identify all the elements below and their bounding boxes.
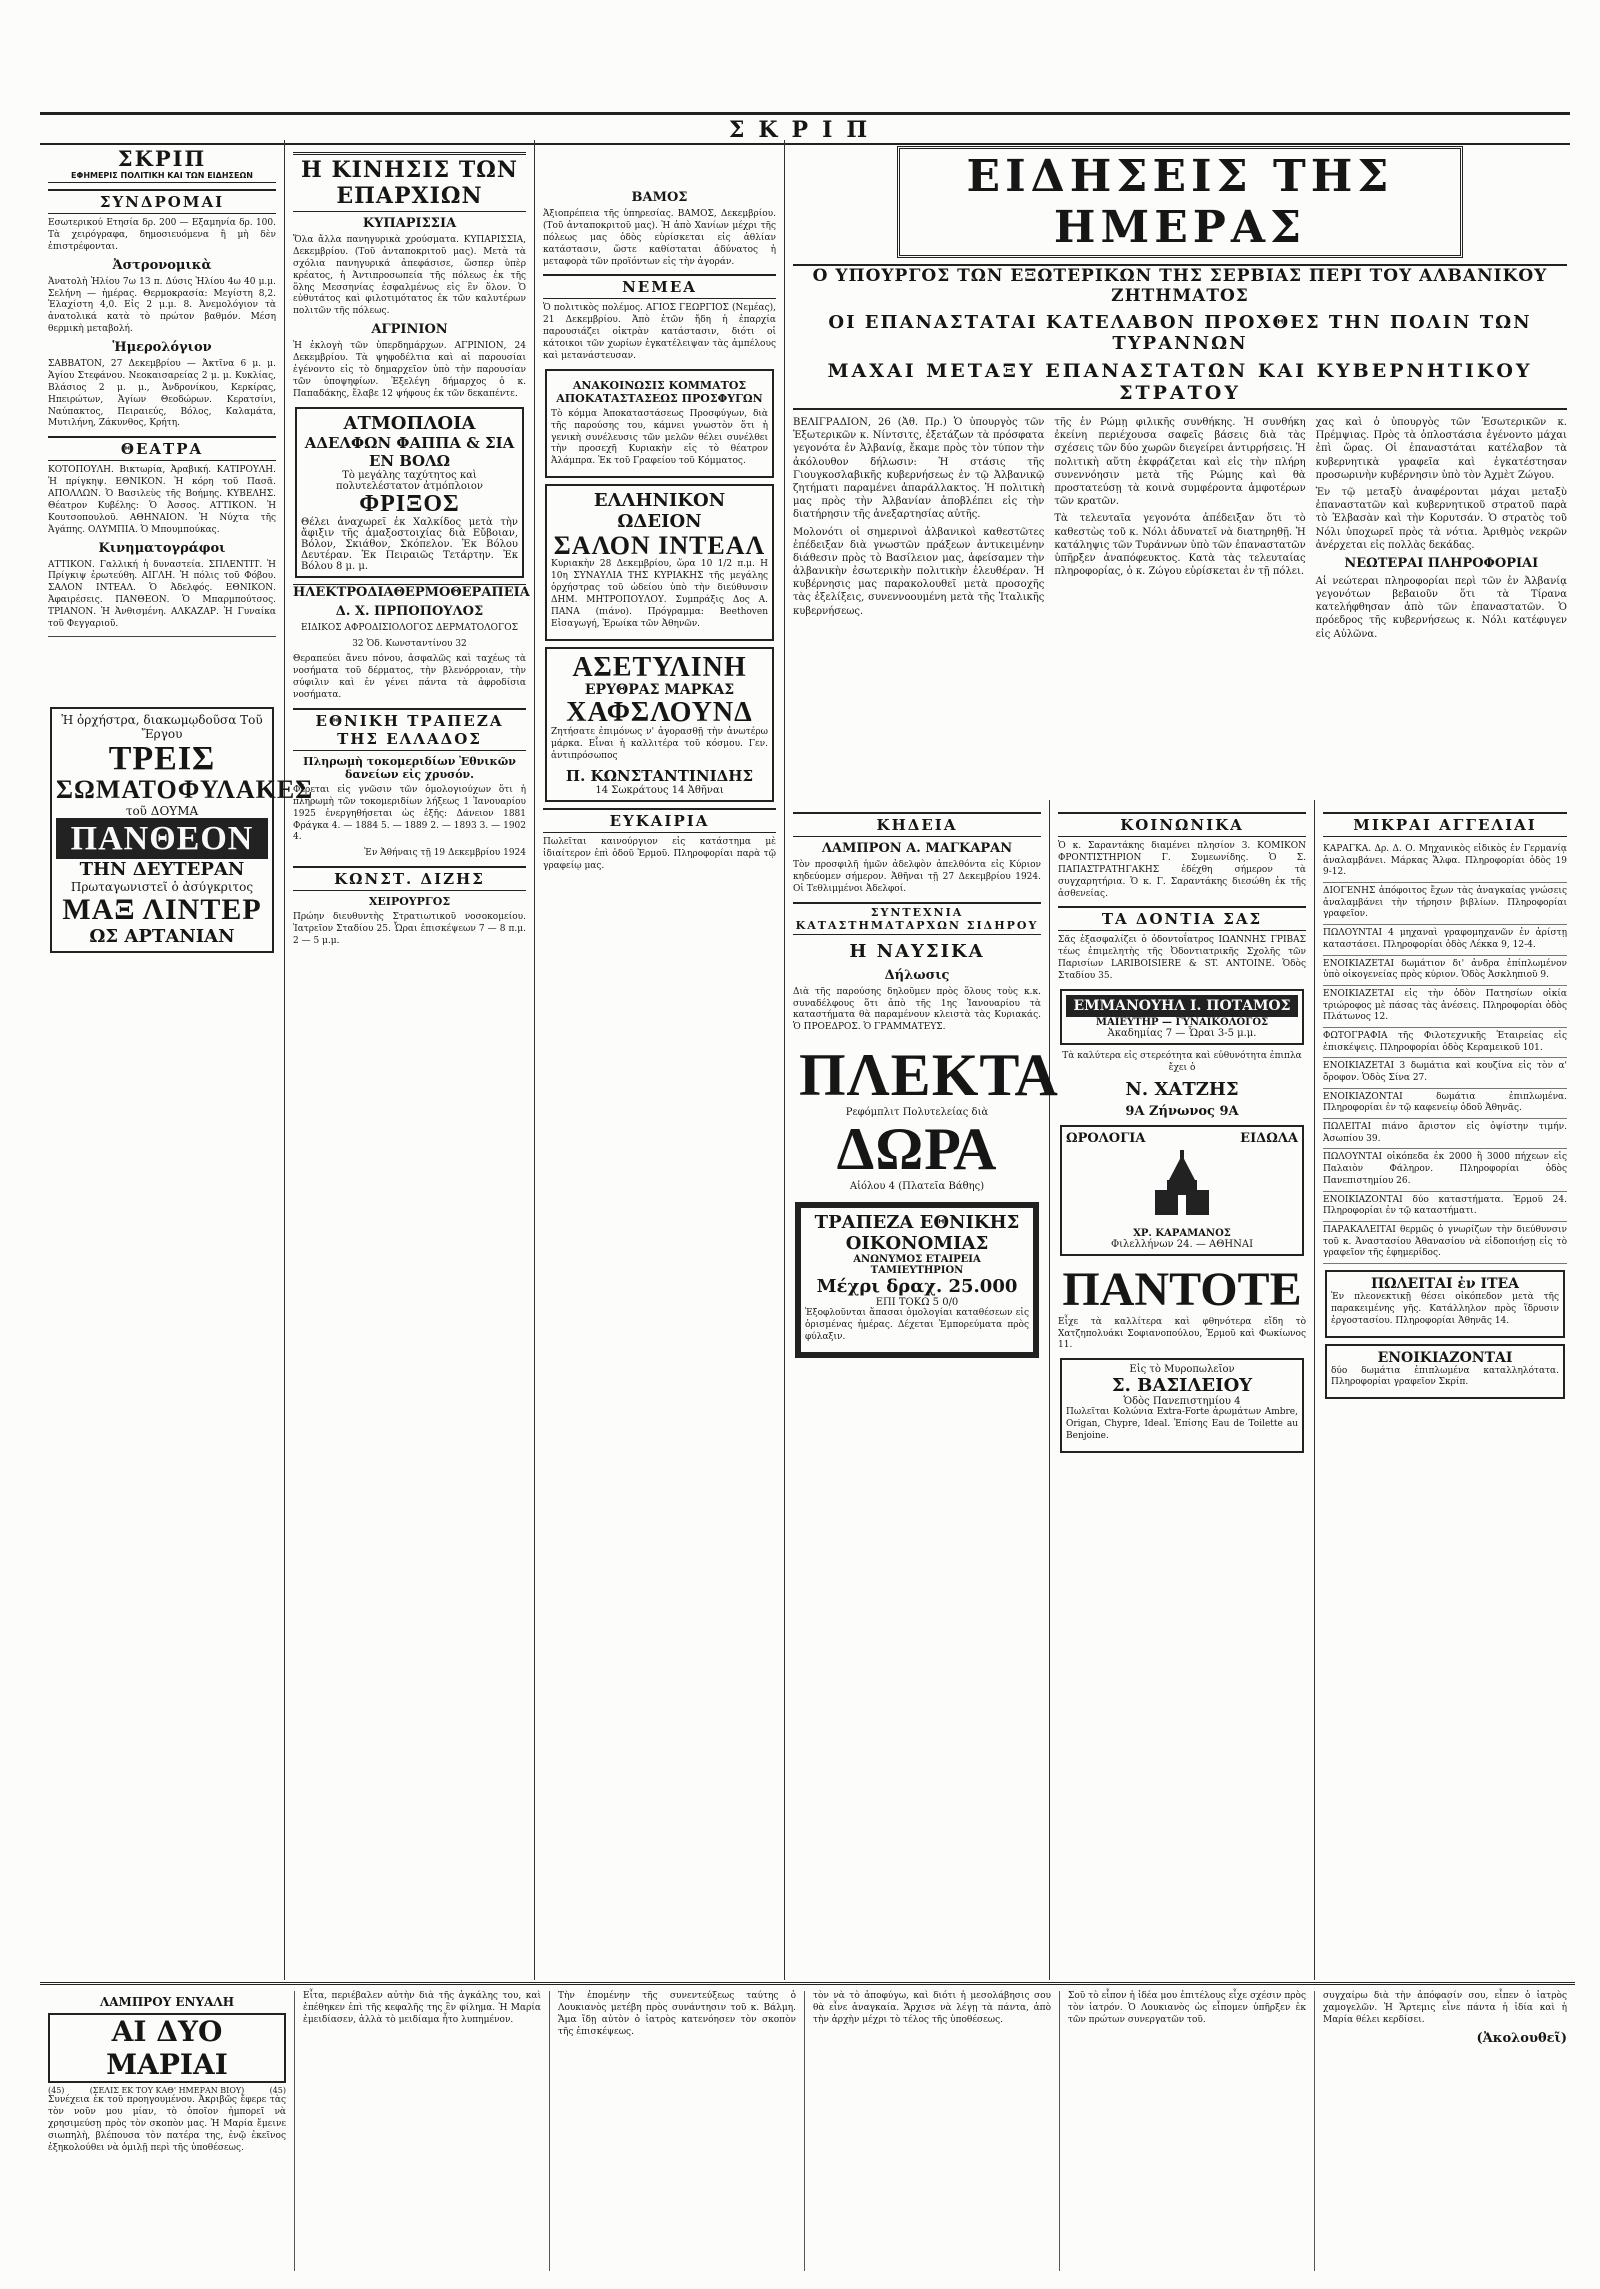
church-icon: [1147, 1150, 1217, 1220]
headline-rebels: ΟΙ ΕΠΑΝΑΣΤΑΤΑΙ ΚΑΤΕΛΑΒΟΝ ΠΡΟΧΘΕΣ ΤΗΝ ΠΟΛΙΝ ΤΩΝ ΤΥΡΑΝΝΩΝ: [828, 312, 1532, 354]
news-paragraph: Μολονότι οἱ σημερινοὶ ἀλβανικοὶ καθεστῶτες ἐπέδειξαν διὰ γνωστῶν πράξεων ἀντικειμένην διάθεσιν πρὸς τὸ Βασίλειον μας, ἀφείσαμεν τὴν ἀλβανικὴν ἐσωτερικὴν πολιτικὴν ἐλευθέραν. Ἡ κυβέρνησις μας παρακολουθεῖ μετὰ προσοχῆς τὰς ἐξελίξεις, συνεννοουμένη μετὰ τῆς Ἰταλικῆς κυβερνήσεως.: [793, 526, 1045, 617]
classified-item: ΕΝΟΙΚΙΑΖΟΝΤΑΙ δύο καταστήματα. Ἑρμοῦ 24. Πληροφορίαι ἐν τῷ καταστήματι.: [1323, 1192, 1567, 1222]
association-subheading: Δήλωσις: [884, 967, 950, 983]
cinema-text: ΑΤΤΙΚΟΝ. Γαλλική ἡ δυναστεία. ΣΠΛΕΝΤΙΤ. Ἡ Πρίγκιψ ἐρωτεύθη. ΑΙΓΛΗ. Ἡ πόλις τοῦ Φόβου. ΣΑΛΟΝ ΙΝΤΕΑΛ. Ὁ Ἀδελφός. ΕΘΝΙΚΟΝ. Ἀφαιρέσεις. ΠΑΝΘΕΟΝ. Ὁ Μπαρμπούτσος. ΤΡΙΑΝΟΝ. Ἡ Ἀνθισμένη. ΑΛΚΑΖΑΡ. Ἡ Γυναίκα τοῦ Φεγγαριοῦ.: [48, 559, 276, 629]
steamship-heading: ΑΤΜΟΠΛΟΙΑ: [343, 412, 476, 434]
conservatory-name: ΕΛΛΗΝΙΚΟΝ ΩΔΕΙΟΝ: [593, 490, 726, 533]
icons-address: Φιλελλήνων 24. — ΑΘΗΝΑΙ: [1110, 1238, 1254, 1250]
serial-paragraph: Συνέχεια ἐκ τοῦ προηγουμένου. Ἀκριβῶς ἔφερε τὰς τὸν νοῦν μου μίαν, τὸ ὁποῖον ἠμπορεῖ νὰ χρησιμεύσῃ πρὸς τὸν σκοπὸν μας. Ἡ Μαρία ἔμεινε σιωπηλὴ, βλέπουσα τὸν πατέρα της, ἐνῷ ἐκεῖνος ἐξηκολούθει νὰ ὁμιλῇ περὶ τῆς ὑποθέσεως.: [48, 2095, 286, 2153]
acetylene-advert: [545, 647, 774, 802]
classified-item: ΦΩΤΟΓΡΑΦΙΑ τῆς Φιλοτεχνικῆς Ἑταιρείας εἰς ἐπισκέψεις. Πληροφορίαι ὁδὸς Κεραμεικοῦ 101.: [1323, 1028, 1567, 1058]
knitwear-advert: [795, 1040, 1059, 1196]
social-heading: ΚΟΙΝΩΝΙΚΑ: [1058, 812, 1306, 837]
gynecologist-advert: [1060, 989, 1304, 1045]
bank-text: Φέρεται εἰς γνῶσιν τῶν ὁμολογιούχων ὅτι ἡ πληρωμὴ τῶν τοκομεριδίων λήξεως 1 Ἰανουαρίου 1925 ἐνεργηθήσεται ὡς ἑξῆς: Δάνειον 1881 Φράγκα 4. — 1884 5. — 1889 2. — 1893 3. — 1902 4.: [293, 784, 526, 843]
icons-headings: [1066, 1131, 1298, 1146]
place-heading-nemea: ΝΕΜΕΑ: [543, 274, 776, 299]
rooms-advert: [1325, 1344, 1565, 1400]
gynecologist-address: Ἀκαδημίας 7 — Ὧραι 3-5 μ.μ.: [1107, 1027, 1257, 1039]
bank-subheading: Πληρωμὴ τοκομεριδίων Ἐθνικῶν δανείων εἰς χρυσόν.: [303, 754, 516, 781]
icons-heading-left: ΩΡΟΛΟΓΙΑ: [1066, 1130, 1146, 1146]
gynecologist-title: ΜΑΙΕΥΤΗΡ — ΓΥΝΑΙΚΟΛΟΓΟΣ: [1095, 1016, 1269, 1028]
provinces-heading: Η ΚΙΝΗΣΙΣ ΤΩΝ ΕΠΑΡΧΙΩΝ: [293, 152, 526, 212]
news-paragraph: Ἐν τῷ μεταξὺ ἀναφέρονται μάχαι μεταξὺ ἐπαναστατῶν καὶ κυβερνητικοῦ στρατοῦ παρὰ τὸ Ἐλβασὰν καὶ τὴν Κορυτσάν. Ὁ στρατὸς τοῦ Νόλι ὑποχωρεῖ πρὸς τὰ νότια. Ἀριθμὸς νεκρῶν ἀνέρχεται εἰς πολλὰς δεκάδας.: [1315, 486, 1567, 551]
knitwear-heading: ΠΛΕΚΤΑ: [799, 1042, 1059, 1109]
itea-text: Ἐν πλεονεκτικῇ θέσει οἰκόπεδον μετὰ τῆς παρακειμένης γῆς. Κατάλληλον πρὸς ἵδρυσιν ἐργοστασίου. Πληροφορίαι Ἀθηνᾶς 14.: [1331, 1291, 1559, 1326]
always-text: Εἶχε τὰ καλλίτερα καὶ φθηνότερα εἴδη τὸ Χατζηπολυάκι Σοφιανοπούλου, Ἑρμοῦ καὶ Φωκίωνος 11.: [1058, 1316, 1306, 1351]
newspaper-logo: ΣΚΡΙΠ: [117, 146, 207, 171]
savings-bank-name: ΤΡΑΠΕΖΑ ΕΘΝΙΚΗΣ ΟΙΚΟΝΟΜΙΑΣ: [814, 1212, 1020, 1255]
subscriptions-heading: ΣΥΝΔΡΟΜΑΙ: [48, 189, 276, 214]
party-heading: ΑΝΑΚΟΙΝΩΣΙΣ ΚΟΜΜΑΤΟΣ ΑΠΟΚΑΤΑΣΤΑΣΕΩΣ ΠΡΟΣΦΥΓΩΝ: [556, 378, 763, 405]
icons-heading-right: ΕΙΔΩΛΑ: [1240, 1130, 1298, 1146]
furniture-shop-address: 9Α Ζήνωνος 9Α: [1125, 1103, 1239, 1119]
column-classifieds: [1315, 800, 1575, 1980]
perfumery-text: Πωλεῖται Κολώνια Extra-Forte ἀρωμάτων Ambre, Origan, Chypre, Ideal. Ἐπίσης Eau de Toilette au Benjoine.: [1066, 1407, 1298, 1441]
place-heading-kyparissia: ΚΥΠΑΡΙΣΣΙΑ: [362, 216, 457, 231]
acetylene-brand: ΧΑΦΣΛΟΥΝΔ: [566, 697, 753, 729]
place-heading-vamos: ΒΑΜΟΣ: [631, 190, 688, 205]
classified-item: ΠΩΛΟΥΝΤΑΙ 4 μηχαναὶ γραφομηχανῶν ἐν ἀρίστῃ καταστάσει. Πληροφορίαι ὁδὸς Λέκκα 9, 12-4.: [1323, 925, 1567, 955]
perfumery-address: Ὁδὸς Πανεπιστημίου 4: [1123, 1396, 1241, 1408]
news-paragraph: Τὰ τελευταῖα γεγονότα ἀπέδειξαν ὅτι τὸ καθεστὼς τοῦ κ. Νόλι ἀδυνατεῖ νὰ διατηρηθῇ. Ἡ κατάληψις τῶν Τυράννων ὑπὸ τῶν ἐπαναστατῶν ὑπῆρξεν ἀναπόφευκτος. Κατὰ τὰς τελευταίας πληροφορίας, ὁ κ. Ζώγου εὑρίσκεται ἐν τῇ πόλει.: [1054, 513, 1306, 578]
icons-advert: [1060, 1125, 1304, 1256]
classified-item: ΕΝΟΙΚΙΑΖΕΤΑΙ δωμάτιον δι' ἀνδρα ἐπίπλωμένον ὑπὸ οἰκογενείας πρὸς κύριον. Ὁδὸς Ἀσκληπιοῦ 9.: [1323, 956, 1567, 986]
news-columns: [793, 416, 1567, 645]
spacer: [543, 146, 776, 186]
serial-column-1: [40, 1991, 295, 2271]
news-section: [785, 140, 1575, 800]
news-paragraph: τῆς ἐν Ρώμῃ φιλικῆς συνθήκης. Ἡ συνθήκη ἐκείνη περιέχουσα σαφεῖς βάσεις διὰ τὰς σχέσεις τῶν δύο χωρῶν διεγείρει ἀντιρρήσεις. Ἡ πολιτικὴ αὕτη ἐκφράζεται καὶ εἰς τὴν πλήρη συνεννόησιν μετὰ τῆς Ρώμης καὶ θὰ προστατεύσῃ τὰ κοινὰ συμφέροντα ἀμφοτέρων τῶν κρατῶν.: [1054, 417, 1306, 508]
headline-serbia: Ο ΥΠΟΥΡΓΟΣ ΤΩΝ ΕΞΩΤΕΡΙΚΩΝ ΤΗΣ ΣΕΡΒΙΑΣ ΠΕΡΙ ΤΟΥ ΑΛΒΑΝΙΚΟΥ ΖΗΤΗΜΑΤΟΣ: [793, 264, 1567, 306]
nemea-text: Ὁ πολιτικὸς πολέμος. ΑΓΙΟΣ ΓΕΩΡΓΙΟΣ (Νεμέας), 21 Δεκεμβρίου. Ἀπὸ ἐτῶν ἤδη ἡ ἐπαρχία παρουσιάζει οἰκτρὰν κατάστασιν, διότι οἱ κάτοικοι τῶν χωρίων ἐγκατέλειψαν τὰς ἀμπέλους καὶ μετανάστευσαν.: [543, 303, 776, 361]
movie-advert: [50, 707, 314, 953]
surgeon-text: Πρώην διευθυντὴς Στρατιωτικοῦ νοσοκομείου. Ἰατρεῖον Σταδίου 25. Ὧραι ἐπισκέψεων 7 — 8 π.μ. 2 — 5 μ.μ.: [293, 912, 526, 946]
news-paragraph: Αἱ νεώτεραι πληροφορίαι περὶ τῶν ἐν Ἀλβανίᾳ γεγονότων βεβαιοῦν ὅτι τὰ Τίρανα κατελήφθησαν ἀπὸ τῶν ἐπαναστατῶν. Ὁ πρόεδρος τῆς κυβερνήσεως κ. Νόλι κατέφυγεν εἰς Αὐλῶνα.: [1315, 575, 1567, 640]
classified-item: ΠΩΛΟΥΝΤΑΙ οἰκόπεδα ἐκ 2000 ἢ 3000 πήχεων εἰς Παλαιὸν Φάληρον. Πληροφορίαι ὁδὸς Πανεπιστημίου 26.: [1323, 1149, 1567, 1191]
cinema-name: ΠΑΝΘΕΟΝ: [56, 818, 268, 860]
movie-star-name: ΜΑΞ ΛΙΝΤΕΡ: [62, 893, 262, 927]
masthead-title: ΣΚΡΙΠ: [728, 117, 882, 143]
column-logo: [40, 140, 314, 1980]
astro-heading: Ἀστρονομικὰ: [112, 257, 212, 273]
icons-dealer: ΧΡ. ΚΑΡΑΜΑΝΟΣ: [1133, 1227, 1231, 1239]
acetylene-heading: ΑΣΕΤΥΛΙΝΗ: [572, 651, 747, 683]
savings-bank-cap: Μέχρι δραχ. 25.000: [816, 1276, 1018, 1298]
astro-text: Ἀνατολὴ Ἡλίου 7ω 13 π. Δύσις Ἡλίου 4ω 40 μ.μ. Σελήνη — ἡμέρας. Θερμοκρασία: Μεγίστη 8,2. Ἐλαχίστη 4,0. Εἰς 2 μ.μ. 8. Ἀνεμολόγιον τὰ ἀνατολικά κατὰ τὸ πρώτον βαθμόν. Μέση θερμικὴ μεταβολή.: [48, 276, 276, 335]
classified-item: ΚΑΡΑΓΚΑ. Δρ. Δ. Ο. Μηχανικὸς εἰδικὸς ἐν Γερμανίᾳ ἀναλαμβάνει. Μάρκας Ἄλφα. Πληροφορίαι ὁδὸς 19 9-12.: [1323, 841, 1567, 883]
kyparissia-text: Ὅλα ἄλλα πανηγυρικὰ χρούσματα. ΚΥΠΑΡΙΣΣΙΑ, Δεκεμβρίου. (Τοῦ ἀνταποκριτοῦ μας). Μετὰ τὰ σχόλια πανηγυρικά ἀπεφάσισε, ὥσπερ ὑπὲρ κρέατος, ἡ Ἀντιπροσωπεία τῆς πόλεως ἐκ τῆς ὅλης Μεσσηνίας ἐσφαλμένως εἰς ἓν ὅλον. Ὁ εὐθυτάτος καὶ φιλοτιμότατος ἐκ τῶν καλυτέρων πολιτῶν τῆς πόλεως.: [293, 235, 526, 317]
steamship-city: ΕΝ ΒΟΛΩ: [368, 451, 451, 470]
place-heading-agrinion: ΑΓΡΙΝΙΟΝ: [371, 322, 448, 338]
serial-subtitle: (ΣΕΛΙΣ ΕΚ ΤΟΥ ΚΑΘ' ΗΜΕΡΑΝ ΒΙΟΥ): [89, 2086, 245, 2095]
acetylene-brand-label: ΕΡΥΘΡΑΣ ΜΑΡΚΑΣ: [584, 682, 735, 699]
itea-heading: ΠΩΛΕΙΤΑΙ ἐν ΙΤΕΑ: [1370, 1275, 1520, 1292]
steamship-schedule: Θέλει ἀναχωρεῖ ἐκ Χαλκίδος μετὰ τὴν ἄφιξιν τῆς ἀμαξοστοιχίας διὰ Εὔβοιαν, Βόλον, Σκιάθον, Σκόπελον. Ἐκ Βόλου Δευτέραν. Ἐκ Πειραιῶς Τετάρτην. Ἐκ Βόλου 8 μ. μ.: [301, 516, 518, 572]
classified-item: ΠΑΡΑΚΑΛΕΙΤΑΙ θερμῶς ὁ γνωρίζων τὴν διεύθυνσιν τοῦ κ. Ἀναστασίου Ἀθανασίου νὰ εἰδοποιήσῃ εἰς τὸ γραφεῖον τῆς ἐφημερίδος.: [1323, 1222, 1567, 1264]
therapy-address: 32 Ὁδ. Κωνσταντίνου 32: [352, 638, 467, 649]
itea-advert: [1325, 1270, 1565, 1338]
savings-bank-rate: ΕΠΙ ΤΟΚΩ 5 0/0: [875, 1297, 959, 1309]
serial-column-5: [1060, 1991, 1315, 2271]
surgeon-title: ΧΕΙΡΟΥΡΓΟΣ: [368, 895, 451, 909]
calendar-text: ΣΑΒΒΑΤΟΝ, 27 Δεκεμβρίου — Ἀκτῖνα 6 μ. μ. Ἁγίου Στεφάνου. Νεοκαισαρείας 2 μ. μ. Κυκλίας, Βλάσιος 2 μ. μ., Ἀνδρονίκου, Κερκίρας, Ηπειρώτων, Ἁγίων Θεοδώρων. Κερατσίνι, Ναύπακτος, Πειραιεύς, Βόλος, Καλαμάτα, Μυτιλήνη, Ζάκυνθος, Κρήτη.: [48, 359, 276, 429]
classified-item: ΔΙΟΓΕΝΗΣ ἀπόφοιτος ἔχων τὰς ἀναγκαίας γνώσεις ἀναλαμβάνει τὴν τήρησιν βιβλίων. Πληροφορίαι γραφεῖον.: [1323, 883, 1567, 925]
party-announcement: [545, 369, 774, 478]
news-column-3: [1316, 416, 1567, 645]
serial-number: (45): [269, 2086, 286, 2095]
association-text: Διὰ τῆς παρούσης δηλοῦμεν πρὸς ὅλους τοὺς κ.κ. συναδέλφους ὅτι ἀπὸ τῆς 1ης Ἰανουαρίου τὰ καταστήματα θὰ παραμένουν κλειστὰ τὰς Κυριακάς. Ὁ ΠΡΟΕΔΡΟΣ. Ὁ ΓΡΑΜΜΑΤΕΥΣ.: [793, 986, 1041, 1033]
classified-item: ΕΝΟΙΚΙΑΖΟΝΤΑΙ δωμάτια ἐπιπλωμένα. Πληροφορίαι ἐν τῷ καφενείῳ ὁδοῦ Ἀθηνᾶς.: [1323, 1089, 1567, 1119]
acetylene-text: Ζητήσατε ἐπιμόνως ν' ἀγορασθῇ τὴν ἀνωτέρω μάρκα. Εἶναι ἡ καλλιτέρα τοῦ κόσμου. Γεν. ἀντιπρόσωπος: [551, 727, 768, 762]
savings-bank-advert: [795, 1202, 1039, 1358]
news-column-1: [793, 416, 1044, 645]
therapy-doctor: Δ. Χ. ΠΡΠΟΠΟΥΛΟΣ: [335, 603, 484, 619]
serial-paragraph: συγχαίρω διὰ τὴν ἀπόφασίν σου, εἶπεν ὁ ἰατρὸς χαμογελῶν. Ἡ Ἄρτεμις εἶνε πάντα ἡ ἰδία καὶ ἡ Μαρία θέλει κερδίσει.: [1323, 1991, 1567, 2025]
serial-paragraph: Σοῦ τὸ εἶπον ἡ ἰδέα μου ἐπιτέλους εἶχε σχέσιν πρὸς τὸν ἰατρόν. Ὁ Λουκιανὸς ὡς εἶπομεν ὑπῆρξεν ἐκ τῶν πρώτων συνεργατῶν τοῦ.: [1068, 1991, 1306, 2025]
knitwear-gifts: ΔΩΡΑ: [836, 1116, 998, 1183]
steamship-text: Τὸ μεγάλης ταχύτητος καὶ πολυτελέστατον ἀτμόπλοιον: [336, 469, 483, 492]
bank-heading: ΕΘΝΙΚΗ ΤΡΑΠΕΖΑ ΤΗΣ ΕΛΛΑΔΟΣ: [293, 708, 526, 751]
serial-column-3: [550, 1991, 805, 2271]
calendar-heading: Ἡμερολόγιον: [112, 340, 212, 355]
divider: [48, 636, 276, 637]
news-column-2: [1054, 416, 1305, 645]
serial-author: ΛΑΜΠΡΟΥ ΕΝΥΑΛΗ: [99, 1995, 235, 2009]
perfumery-name: Σ. ΒΑΣΙΛΕΙΟΥ: [1111, 1375, 1253, 1397]
serial-paragraph: Εἶτα, περιέβαλεν αὐτὴν διὰ τῆς ἀγκάλης του, καὶ ἐπέθηκεν ἐπὶ τῆς κεφαλῆς της ἓν φίλημα. Ἡ Μαρία ἐμειδίασεν, ἀλλὰ τὸ μειδίαμα ἦτο λυπημένον.: [303, 1991, 541, 2025]
always-heading: ΠΑΝΤΟΤΕ: [1062, 1262, 1302, 1316]
serial-paragraph: τὸν νὰ τὸ ἀποφύγω, καὶ διότι ἡ μεσολάβησις σου θὰ εἶνε ἀναγκαία. Ἄρχισε νὰ λέγῃ τὰ πάντα, ἀπὸ τὴν ἀρχὴν μέχρι τὸ τέλος τῆς ὑποθέσεως.: [813, 1991, 1051, 2025]
movie-title-line1: ΤΡΕΙΣ: [108, 739, 216, 777]
headline-battles: ΜΑΧΑΙ ΜΕΤΑΞΥ ΕΠΑΝΑΣΤΑΤΩΝ ΚΑΙ ΚΥΒΕΡΝΗΤΙΚΟΥ ΣΤΡΑΤΟΥ: [793, 360, 1567, 410]
concert-hall: ΣΑΛΟΝ ΙΝΤΕΑΛ: [553, 531, 766, 561]
serial-column-4: [805, 1991, 1060, 2271]
news-title: ΕΙΔΗΣΕΙΣ ΤΗΣ ΗΜΕΡΑΣ: [897, 146, 1463, 258]
party-text: Τὸ κόμμα Ἀποκαταστάσεως Προσφύγων, διὰ τῆς παρούσης του, κάμνει γνωστὸν ὅτι ἡ γενικὴ συνέλευσις τῶν μελῶν θέλει συνέλθει τὴν προσεχῆ Κυριακὴν εἰς τὸ θέατρον Ἀλάμπρα. Ἐκ τοῦ Γραφείου τοῦ Κόμματος.: [551, 408, 768, 467]
rooms-heading: ΕΝΟΙΚΙΑΖΟΝΤΑΙ: [1377, 1349, 1513, 1366]
serial-column-2: [295, 1991, 550, 2271]
classified-item: ΠΩΛΕΙΤΑΙ πιάνο ἄριστον εἰς ὀψίστην τιμήν. Ἀσωπίου 39.: [1323, 1119, 1567, 1149]
bargain-heading: ΕΥΚΑΙΡΙΑ: [543, 808, 776, 833]
newspaper-tagline: ΕΦΗΜΕΡΙΣ ΠΟΛΙΤΙΚΗ ΚΑΙ ΤΩΝ ΕΙΔΗΣΕΩΝ: [48, 171, 276, 183]
bank-date: Ἐν Ἀθήναις τῇ 19 Δεκεμβρίου 1924: [364, 848, 526, 859]
acetylene-address: 14 Σωκράτους 14 Ἀθῆναι: [595, 785, 724, 797]
news-paragraph: χας καὶ ὁ ὑπουργὸς τῶν Ἐσωτερικῶν κ. Πρέμψιας. Πρὸς τὰ ὁπλοστάσια ἐγένοντο μάχαι ἐπὶ ὥρας. Οἱ ἐπαναστάται κατέλαβον τὰ κυβερνητικὰ γραφεῖα καὶ ἐγκατέστησαν προσωρινὴν κυβέρνησιν ὑπὸ τὸν Ἀχμὲτ Ζώγου.: [1315, 417, 1567, 481]
steamship-company: ΑΔΕΛΦΩΝ ΦΑΠΠΑ & ΣΙΑ: [304, 433, 515, 452]
therapy-text: Θεραπεύει ἄνευ πόνου, ἀσφαλῶς καὶ ταχέως τὰ νοσήματα τοῦ δέρματος, τὴν βλενόρροιαν, τὴν σύφιλιν καὶ ἐν γένει πάντα τὰ ἀφροδίσια νοσήματα.: [293, 654, 526, 701]
classified-item: ΕΝΟΙΚΙΑΖΕΤΑΙ εἰς τὴν ὁδὸν Πατησίων οἰκία τριώροφος μὲ πάσας τὰς ἀνέσεις. Πληροφορίαι ὁδὸς Πλάτωνος 12.: [1323, 986, 1567, 1028]
perfumery-intro: Εἰς τὸ Μυροπωλεῖον: [1129, 1364, 1235, 1376]
concert-text: Κυριακὴν 28 Δεκεμβρίου, ὥρα 10 1/2 π.μ. Η 10η ΣΥΝΑΥΛΙΑ ΤΗΣ ΚΥΡΙΑΚΗΣ τῆς μεγάλης ὀρχήστρας τοῦ ὠδείου ὑπὸ τὴν διεύθυνσιν ΔΗΜ. ΜΗΤΡΟΠΟΥΛΟΥ. Συμπράξις Δος Α. ΠΑΝΑ (πιάνο). Πρόγραμμα: Beethoven Εἰσαγωγή, Ἐρωίκα τῶν Ἀθηνῶν.: [551, 559, 768, 629]
serial-number: (45): [48, 2086, 65, 2095]
social-text: Ὁ κ. Σαραντάκης διαμένει πλησίον 3. ΚΟΜΙΚΟΝ ΦΡΟΝΤΙΣΤΗΡΙΟΝ Γ. Συμεωνίδης. Ὁ Σ. ΠΑΠΑΣΤΡΑΤΗΓΑΚΗΣ ἐδέχθη σήμερον τὰ συγχαρητήρια. Ὁ κ. Γ. Σαραντάκης διεσώθη ἐκ τῆς ἀσθενείας.: [1058, 841, 1306, 899]
theatre-text: ΚΟΤΟΠΟΥΛΗ. Βικτωρία, Ἀραβική. ΚΑΤΙΡΟΥΛΗ. Ἡ πρίγκηψ. ΕΘΝΙΚΟΝ. Ἡ κόρη τοῦ Πασᾶ. ΑΠΟΛΛΩΝ. Ὁ Βασιλεὺς τῆς Βοήμης. ΚΥΒΕΛΗΣ. Θέατρον Κυβέλης: Ὁ Ἀσσος. ΑΤΤΙΚΟΝ. Ἡ Κουτσοπουλοῦ. ΑΘΗΝΑΙΟΝ. Ἡ Νύχτα τῆς Ἀγάπης. ΟΛΥΜΠΙΑ. Ὁ Μπουμπούκας.: [48, 465, 276, 535]
movie-title-line2: ΣΩΜΑΤΟΦΥΛΑΚΕΣ: [56, 775, 314, 805]
savings-bank-text: Ἐξοφλοῦνται ἅπασαι ὁμολογίαι καταθέσεων εἰς ὁρισμένας ἡμέρας. Δέχεται Ἐμπορεύματα πρὸς φύλαξιν.: [805, 1308, 1029, 1342]
steamship-name: ΦΡΙΞΟΣ: [359, 490, 460, 517]
vamos-text: Ἀξιοπρέπεια τῆς ὑπηρεσίας. ΒΑΜΟΣ, Δεκεμβρίου. (Τοῦ ἀνταποκριτοῦ μας). Ἡ ἀπὸ Χανίων μέχρι τῆς πόλεως μας ὁδὸς εὑρίσκεται εἰς ἀθλίαν κατάστασιν, ὥστε καθίσταται ἀδύνατος ἡ μεταφορὰ τῶν προϊόντων εἰς τὴν ἀγοράν.: [543, 209, 776, 267]
therapy-heading: ΗΛΕΚΤΡΟΔΙΑΘΕΡΜΟΘΕΡΑΠΕΙΑ: [293, 584, 530, 600]
savings-bank-department: ΤΑΜΙΕΥΤΗΡΙΟΝ: [870, 1265, 964, 1277]
serial-title: ΑΙ ΔΥΟ ΜΑΡΙΑΙ: [48, 2013, 286, 2083]
dentist-text: Σᾶς ἐξασφαλίζει ὁ ὀδοντοΐατρος ΙΩΑΝΝΗΣ ΓΡΙΒΑΣ τέως ἐπιμελητὴς τῆς Ὀδοντιατρικῆς Σχολῆς τῶν Παρισίων LARIBOISIERE & ST. ANTOINE. Ὁδὸς Σταδίου 35.: [1058, 935, 1306, 981]
furniture-shop-name: Ν. ΧΑΤΖΗΣ: [1125, 1078, 1239, 1100]
movie-advert-intro: Ἡ ὀρχήστρα, διακωμῳδοῦσα Τοῦ Ἔργου: [61, 712, 263, 741]
gynecologist-name: ΕΜΜΑΝΟΥΗΛ Ι. ΠΟΤΑΜΟΣ: [1066, 995, 1298, 1017]
bargain-text: Πωλεῖται καινούργιον εἰς κατάστημα μὲ ἰδιαίτερον ἐπὶ ὁδοῦ Ἑρμοῦ. Πληροφορίαι παρὰ τῷ γραφείῳ μας.: [543, 837, 776, 871]
surgeon-heading: ΚΩΝΣΤ. ΔΙΖΗΣ: [293, 866, 526, 891]
movie-author: τοῦ ΔΟΥΜΑ: [125, 803, 199, 818]
agrinion-text: Ἡ ἐκλογὴ τῶν ὑπερδημάρχων. ΑΓΡΙΝΙΟΝ, 24 Δεκεμβρίου. Τὰ ψηφοδέλτια καὶ αἱ παρουσίαι ἐγένοντο εἰς τὸ δημαρχεῖον ὑπὸ τὴν παρουσίαν τῶν ὑποψηφίων. Ἐξελέγη δήμαρχος ὁ κ. Παπαδάκης, ἔλαβε 12 ψήφους ἐκ τῶν δεκαπέντε.: [293, 341, 526, 399]
news-paragraph: ΒΕΛΙΓΡΑΔΙΟΝ, 26 (Ἀθ. Πρ.) Ὁ ὑπουργὸς τῶν Ἐξωτερικῶν κ. Νίντσιτς, ἐξετάζων τὰ πρόσφατα γεγονότα ἐν Ἀλβανίᾳ, ἔκαμε πρὸς τὸν τύπον τὴν ἀκόλουθον δήλωσιν: Ἡ στάσις τῆς Γιουγκοσλαβικῆς κυβερνήσεως ἐν τῷ Ἀλβανικῷ ζητήματι παραμένει ἀπαράλλακτος. Ἡ πολιτικὴ μας πρὸς τὴν Ἀλβανίαν ἀποβλέπει εἰς τὴν διατήρησιν τῆς ἀνεξαρτησίας αὐτῆς.: [793, 417, 1045, 521]
serial-column-6: [1315, 1991, 1575, 2271]
classifieds-heading: ΜΙΚΡΑΙ ΑΓΓΕΛΙΑΙ: [1323, 812, 1567, 837]
savings-bank-type: ΑΝΩΝΥΜΟΣ ΕΤΑΙΡΕΙΑ: [853, 1254, 981, 1266]
movie-starring: Πρωταγωνιστεῖ ὁ ἀσύγκριτος: [70, 880, 254, 895]
association-heading: ΣΥΝΤΕΧΝΙΑ ΚΑΤΑΣΤΗΜΑΤΑΡΧΩΝ ΣΙΔΗΡΟΥ: [793, 902, 1041, 935]
serial-subtitle-row: [48, 2086, 286, 2095]
furniture-text: Τὰ καλύτερα εἰς στερεότητα καὶ εὐθυνότητα ἐπιπλα ἔχει ὁ: [1062, 1050, 1302, 1073]
movie-role: ΩΣ ΑΡΤΑΝΙΑΝ: [89, 925, 235, 947]
column-provinces: [285, 140, 535, 1980]
column-notices: [785, 800, 1059, 1980]
movie-day: ΤΗΝ ΔΕΥΤΕΡΑΝ: [79, 859, 245, 881]
funeral-name: ΛΑΜΠΡΟΝ Α. ΜΑΓΚΑΡΑΝ: [821, 841, 1013, 856]
serial-continued: (Ἀκολουθεῖ): [1476, 2030, 1567, 2046]
knitwear-subheading: Ρεφόμπλιτ Πολυτελείας διὰ: [845, 1107, 989, 1119]
classified-item: ΕΝΟΙΚΙΑΖΕΤΑΙ 3 δωμάτια καὶ κουζίνα εἰς τὸν α' ὄροφον. Ὁδὸς Σίνα 27.: [1323, 1058, 1567, 1088]
serial-paragraph: Τὴν ἑπομένην τῆς συνεντεύξεως ταύτης ὁ Λουκιανὸς μετέβη πρὸς συνάντησιν τοῦ κ. Βάλμη. Ἄμα ἴδῃ αὐτὸν ὁ ἰατρὸς κατενόησεν τὸν σκοπὸν τῆς ἐπισκέψεως.: [558, 1991, 796, 2037]
column-provinces-2: [535, 140, 785, 1980]
funeral-heading: ΚΗΔΕΙΑ: [793, 812, 1041, 837]
association-name: Η ΝΑΥΣΙΚΑ: [849, 940, 985, 962]
column-social: [1050, 800, 1315, 1980]
therapy-specialty: ΕΙΔΙΚΟΣ ΑΦΡΟΔΙΣΙΟΛΟΓΟΣ ΔΕΡΜΑΤΟΛΟΓΟΣ: [301, 622, 518, 633]
knitwear-address: Αἰόλου 4 (Πλατεῖα Βάθης): [849, 1181, 985, 1193]
news-subheading: ΝΕΩΤΕΡΑΙ ΠΛΗΡΟΦΟΡΙΑΙ: [1344, 555, 1539, 571]
acetylene-agent: Π. ΚΩΝΣΤΑΝΤΙΝΙΔΗΣ: [565, 767, 754, 786]
cinema-heading: Κινηματογράφοι: [98, 540, 226, 556]
concert-advert: [545, 484, 774, 641]
perfumery-advert: [1060, 1358, 1304, 1453]
subscriptions-text: Εσωτερικού Ετησία δρ. 200 — Εξαμηνία δρ. 100. Τὰ χειρόγραφα, δημοσιευόμενα ἢ μὴ δὲν ἐπιστρέφονται.: [48, 218, 276, 252]
rooms-text: δύο δωμάτια ἐπιπλωμένα καταλληλότατα. Πληροφορίαι γραφεῖον Σκρίπ.: [1331, 1365, 1559, 1388]
funeral-text: Τὸν προσφιλῆ ἡμῶν ἀδελφὸν ἀπελθόντα εἰς Κύριον κηδεύομεν σήμερον. Ἀθῆναι τῇ 27 Δεκεμβρίου 1924. Οἱ Τεθλιμμένοι Ἀδελφοί.: [793, 860, 1041, 894]
dentist-heading: ΤΑ ΔΟΝΤΙΑ ΣΑΣ: [1058, 906, 1306, 931]
serial-section: [40, 1982, 1575, 2275]
theatre-heading: ΘΕΑΤΡΑ: [48, 436, 276, 461]
steamship-advert: [295, 407, 524, 578]
